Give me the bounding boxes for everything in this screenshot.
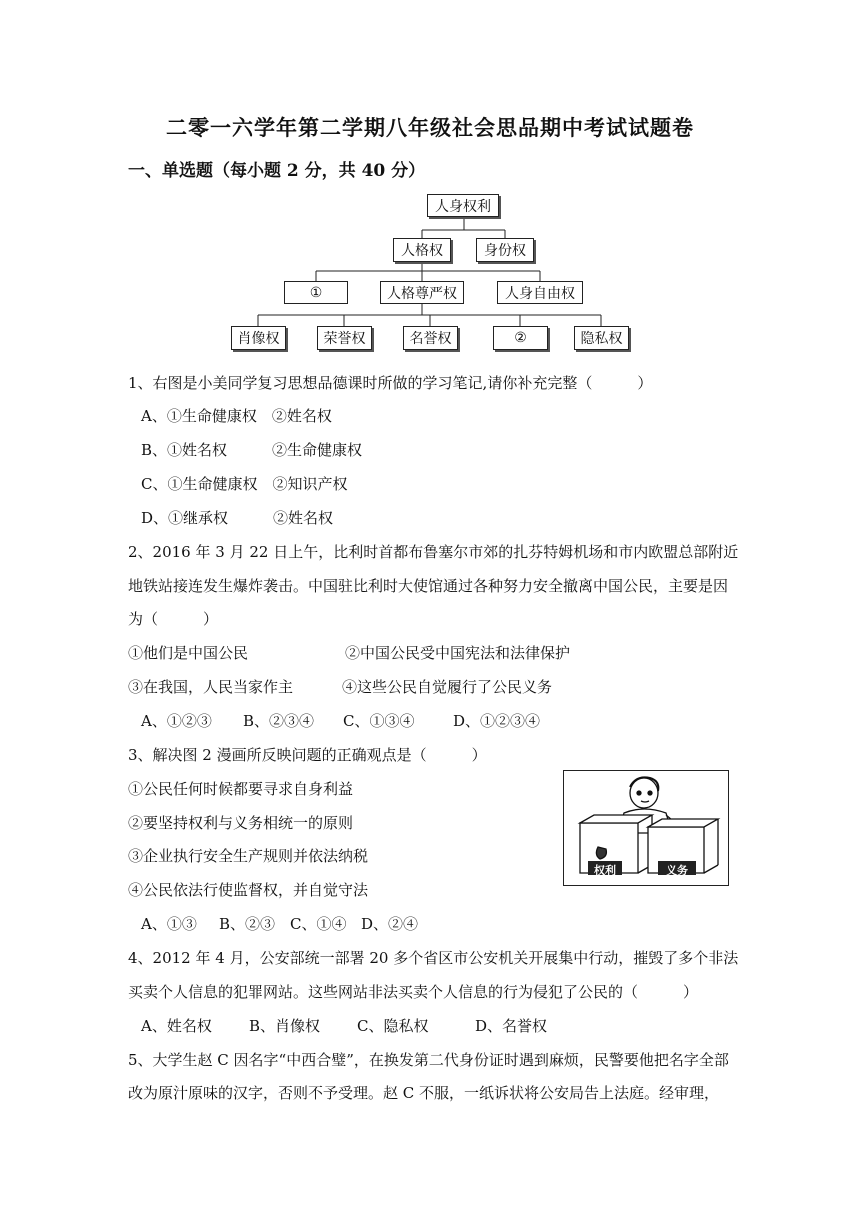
diagram-node-privacy-right: 隐私权 <box>574 326 629 350</box>
q2-stem-line-3: 为（ ） <box>128 610 219 628</box>
q4-option-c: C、隐私权 <box>357 1017 429 1035</box>
diagram-node-reputation-right: 名誉权 <box>403 326 458 350</box>
q5-stem-line-1: 5、大学生赵 C 因名字“中西合璧”，在换发第二代身份证时遇到麻烦，民警要他把名字全部 <box>128 1051 729 1069</box>
q4-option-a: A、姓名权 <box>141 1017 212 1035</box>
q4-stem-line-1: 4、2012 年 4 月，公安部统一部署 20 多个省区市公安机关开展集中行动，摧毁了多个非法 <box>128 949 739 967</box>
diagram-node-dignity-right: 人格尊严权 <box>380 281 464 304</box>
q3-statement-3: ③企业执行安全生产规则并依法纳税 <box>128 847 369 865</box>
diagram-node-identity-right: 身份权 <box>476 238 534 262</box>
cartoon-label-duties: 义务 <box>666 864 688 877</box>
q2-option-d: D、①②③④ <box>453 712 541 730</box>
diagram-node-personality-right: 人格权 <box>393 238 451 262</box>
q4-option-b: B、肖像权 <box>249 1017 321 1035</box>
q1-option-d: D、①继承权 ②姓名权 <box>141 509 334 527</box>
q1-option-b: B、①姓名权 ②生命健康权 <box>141 441 363 459</box>
diagram-node-freedom-right: 人身自由权 <box>497 281 583 304</box>
page-title: 二零一六学年第二学期八年级社会思品期中考试试题卷 <box>166 115 694 140</box>
q3-statement-2: ②要坚持权利与义务相统一的原则 <box>128 814 354 832</box>
q2-option-c: C、①③④ <box>343 712 415 730</box>
q5-stem-line-2: 改为原汁原味的汉字，否则不予受理。赵 C 不服，一纸诉状将公安局告上法庭。经审理， <box>128 1084 720 1102</box>
q2-option-a: A、①②③ <box>141 712 212 730</box>
q3-statement-1: ①公民任何时候都要寻求自身利益 <box>128 780 354 798</box>
q2-statement-4: ④这些公民自觉履行了公民义务 <box>342 678 553 696</box>
q3-option-a: A、①③ <box>141 915 197 933</box>
cartoon-drawing <box>564 771 727 884</box>
q3-stem: 3、解决图 2 漫画所反映问题的正确观点是（ ） <box>128 746 487 764</box>
q1-stem: 1、右图是小美同学复习思想品德课时所做的学习笔记,请你补充完整（ ） <box>128 374 653 392</box>
q2-stem-line-2: 地铁站接连发生爆炸袭击。中国驻比利时大使馆通过各种努力安全撤离中国公民，主要是因 <box>128 577 729 595</box>
q2-statement-3: ③在我国，人民当家作主 <box>128 678 294 696</box>
q4-stem-line-2: 买卖个人信息的犯罪网站。这些网站非法买卖个人信息的行为侵犯了公民的（ ） <box>128 983 699 1001</box>
q2-statement-2: ②中国公民受中国宪法和法律保护 <box>345 644 571 662</box>
q3-statement-4: ④公民依法行使监督权，并自觉守法 <box>128 881 369 899</box>
q1-option-a: A、①生命健康权 ②姓名权 <box>141 407 332 425</box>
q2-statement-1: ①他们是中国公民 <box>128 644 249 662</box>
diagram-node-honor-right: 荣誉权 <box>317 326 372 350</box>
diagram-node-root: 人身权利 <box>427 194 499 217</box>
q1-option-c: C、①生命健康权 ②知识产权 <box>141 475 348 493</box>
diagram-node-portrait-right: 肖像权 <box>231 326 286 350</box>
q3-option-b: B、②③ <box>219 915 276 933</box>
section-heading: 一、单选题（每小题 2 分，共 40 分） <box>128 161 426 181</box>
cartoon-label-rights: 权利 <box>594 864 616 877</box>
cartoon-figure-2 <box>563 770 729 886</box>
q3-option-c: C、①④ <box>290 915 347 933</box>
q2-option-b: B、②③④ <box>243 712 315 730</box>
q2-stem-line-1: 2、2016 年 3 月 22 日上午，比利时首都布鲁塞尔市郊的扎芬特姆机场和市内欧盟总部附近 <box>128 543 739 561</box>
diagram-node-blank-2: ② <box>493 326 548 350</box>
rights-diagram-connectors <box>0 0 860 360</box>
diagram-node-blank-1: ① <box>284 281 348 304</box>
q3-option-d: D、②④ <box>361 915 419 933</box>
q4-option-d: D、名誉权 <box>475 1017 548 1035</box>
